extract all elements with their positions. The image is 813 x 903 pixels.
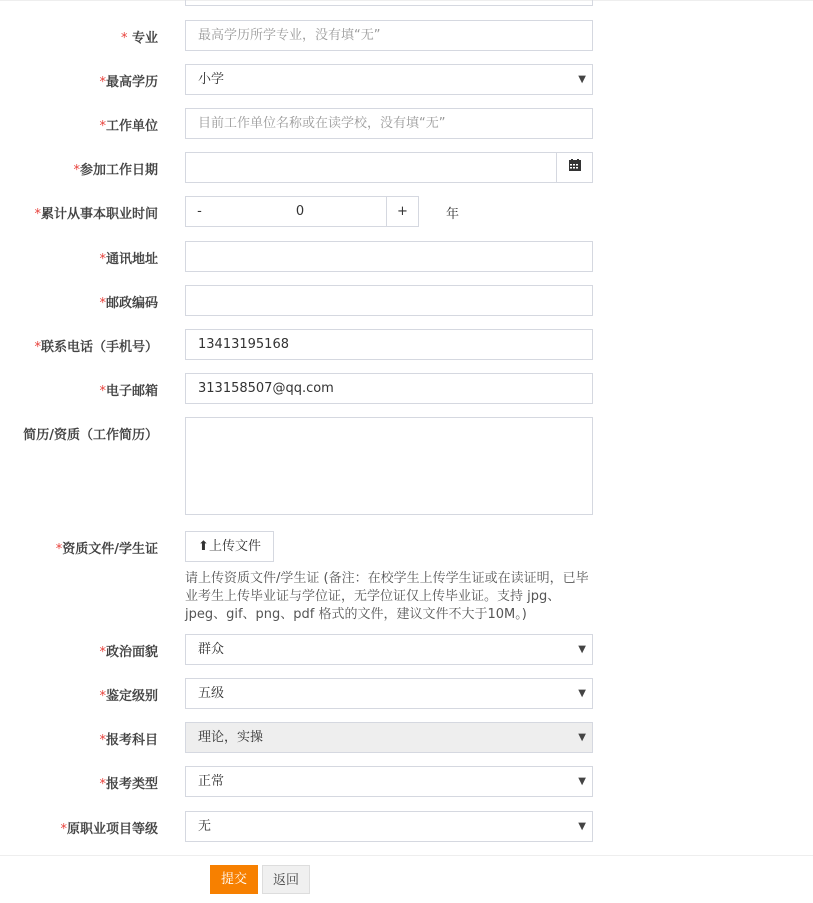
required-mark: * [55, 542, 63, 557]
required-mark: * [99, 777, 106, 792]
increment-button[interactable]: + [386, 196, 419, 227]
required-mark: * [34, 340, 41, 355]
years-label: 累计从事本职业时间 [40, 207, 158, 222]
email-label: 电子邮箱 [105, 384, 158, 399]
level-label: 鉴定级别 [105, 689, 158, 704]
back-button[interactable]: 返回 [262, 865, 310, 894]
required-mark: * [99, 252, 106, 267]
years-unit: 年 [446, 207, 460, 222]
certificate-label: 资质文件/学生证 [62, 542, 158, 557]
dropdown-arrow-icon: ▼ [578, 776, 586, 787]
required-mark: * [99, 645, 106, 660]
exam-type-value: 正常 [198, 774, 225, 789]
required-mark: * [99, 296, 106, 311]
dropdown-arrow-icon: ▼ [578, 644, 586, 655]
dropdown-arrow-icon: ▼ [578, 74, 586, 85]
major-label: 专业 [131, 31, 158, 46]
calendar-button[interactable] [556, 152, 593, 183]
phone-input[interactable]: 13413195168 [185, 329, 593, 360]
education-value: 小学 [198, 72, 225, 87]
exam-type-label: 报考类型 [105, 777, 158, 792]
employer-label: 工作单位 [105, 119, 158, 134]
dropdown-arrow-icon: ▼ [578, 688, 586, 699]
level-select[interactable] [185, 678, 593, 709]
dropdown-arrow-icon: ▼ [578, 821, 586, 832]
political-select[interactable] [185, 634, 593, 665]
footer-divider [0, 855, 813, 856]
employer-input[interactable]: 目前工作单位名称或在读学校，没有填“无” [185, 108, 593, 139]
required-mark: * [60, 822, 67, 837]
education-label: 最高学历 [105, 75, 158, 90]
level-value: 五级 [198, 686, 225, 701]
prev-level-value: 无 [198, 819, 212, 834]
subjects-select [185, 722, 593, 753]
decrement-button[interactable]: - [185, 196, 214, 227]
subjects-value: 理论，实操 [198, 730, 264, 745]
required-mark: * [99, 75, 106, 90]
address-input[interactable] [185, 241, 593, 272]
work-start-input[interactable] [185, 152, 557, 183]
resume-textarea[interactable] [185, 417, 593, 515]
previous-field-input[interactable] [185, 0, 593, 6]
resume-label: 简历/资质（工作简历） [23, 428, 158, 443]
years-input[interactable]: 0 [213, 196, 387, 227]
required-mark: * [99, 689, 106, 704]
email-input[interactable]: 313158507@qq.com [185, 373, 593, 404]
required-mark: * [34, 207, 41, 222]
dropdown-arrow-icon: ▼ [578, 732, 586, 743]
phone-label: 联系电话（手机号） [40, 340, 158, 355]
address-label: 通讯地址 [105, 252, 158, 267]
postcode-label: 邮政编码 [105, 296, 158, 311]
submit-button[interactable]: 提交 [210, 865, 258, 894]
education-select[interactable] [185, 64, 593, 95]
political-value: 群众 [198, 642, 225, 657]
required-mark: * [99, 733, 106, 748]
major-input[interactable]: 最高学历所学专业，没有填“无” [185, 20, 593, 51]
required-mark: * [99, 119, 106, 134]
upload-file-button[interactable] [185, 531, 274, 562]
required-mark: * [120, 31, 128, 46]
prev-level-select[interactable] [185, 811, 593, 842]
prev-level-label: 原职业项目等级 [66, 822, 158, 837]
exam-type-select[interactable] [185, 766, 593, 797]
upload-label: 上传文件 [208, 539, 261, 554]
political-label: 政治面貌 [105, 645, 158, 660]
required-mark: * [73, 163, 80, 178]
calendar-icon [569, 159, 581, 171]
required-mark: * [99, 384, 106, 399]
subjects-label: 报考科目 [105, 733, 158, 748]
work-start-label: 参加工作日期 [79, 163, 158, 178]
upload-icon: ⬆ [198, 539, 209, 554]
postcode-input[interactable] [185, 285, 593, 316]
certificate-help-text: 请上传资质文件/学生证 (备注：在校学生上传学生证或在读证明，已毕业考生上传毕业证与学位证，无学位证仅上传毕业证。支持 jpg、jpeg、gif、png、pdf 格式的文件，建议文件不大于10M。) [185, 571, 589, 622]
